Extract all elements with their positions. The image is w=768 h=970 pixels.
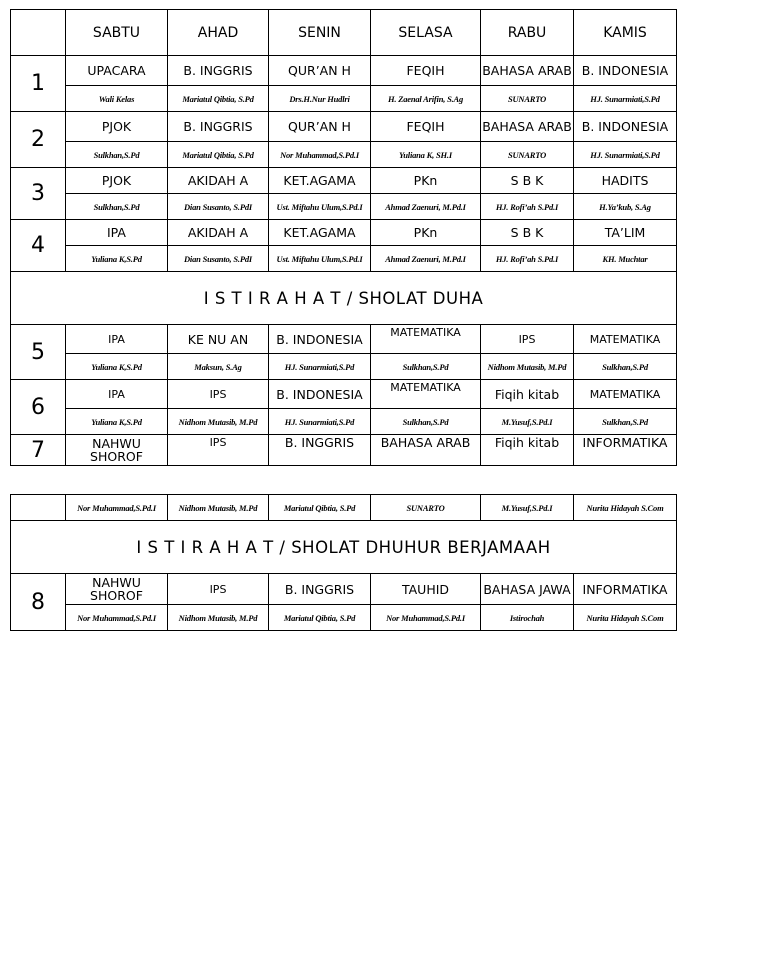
subject-cell: PKn: [371, 168, 481, 194]
break-row: [11, 521, 677, 574]
teacher-cell: Ahmad Zaenuri, M.Pd.I: [371, 194, 481, 220]
subject-cell: IPS: [481, 325, 574, 354]
period-number: 7: [11, 435, 66, 466]
subject-cell: B. INDONESIA: [269, 325, 371, 354]
teacher-cell: HJ. Sunarmiati,S.Pd: [574, 86, 677, 112]
subject-cell: B. INGGRIS: [269, 435, 371, 466]
subject-cell: S B K: [481, 168, 574, 194]
subject-cell: QUR’AN H: [269, 56, 371, 86]
teacher-cell: Yuliana K,S.Pd: [66, 354, 168, 380]
teacher-cell: Ust. Miftahu Ulum,S.Pd.I: [269, 194, 371, 220]
subject-cell: Fiqih kitab: [481, 435, 574, 466]
header-row: [11, 10, 677, 56]
period-number: 2: [11, 112, 66, 168]
teacher-cell: Yuliana K,S.Pd: [66, 409, 168, 435]
teacher-row: [11, 409, 677, 435]
period-number: 1: [11, 56, 66, 112]
teacher-cell: SUNARTO: [371, 495, 481, 521]
teacher-cell: HJ. Rofi’ah S.Pd.I: [481, 194, 574, 220]
corner-cell: [11, 10, 66, 56]
teacher-row: [11, 194, 677, 220]
teacher-cell: Sulkhan,S.Pd: [371, 354, 481, 380]
teacher-cell: Maksun, S.Ag: [168, 354, 269, 380]
period-number: 4: [11, 220, 66, 272]
subject-cell: PJOK: [66, 112, 168, 142]
teacher-cell: Dian Susanto, S.PdI: [168, 194, 269, 220]
subject-row: [11, 380, 677, 409]
empty-number-cell: [11, 495, 66, 521]
period-number: 5: [11, 325, 66, 380]
subject-cell: IPS: [168, 380, 269, 409]
teacher-cell: Nor Muhammad,S.Pd.I: [66, 605, 168, 631]
subject-cell: B. INGGRIS: [269, 574, 371, 605]
teacher-cell: M.Yusuf,S.Pd.I: [481, 409, 574, 435]
teacher-cell: Sulkhan,S.Pd: [66, 194, 168, 220]
teacher-row: [11, 495, 677, 521]
subject-cell: PJOK: [66, 168, 168, 194]
subject-cell: IPS: [168, 435, 269, 466]
subject-cell: IPA: [66, 325, 168, 354]
subject-cell: B. INDONESIA: [574, 56, 677, 86]
teacher-cell: HJ. Sunarmiati,S.Pd: [269, 409, 371, 435]
break-duha-label: I S T I R A H A T / SHOLAT DUHA: [11, 272, 677, 325]
subject-row: [11, 56, 677, 86]
teacher-cell: Sulkhan,S.Pd: [66, 142, 168, 168]
teacher-cell: Nurita Hidayah S.Com: [574, 495, 677, 521]
teacher-cell: HJ. Sunarmiati,S.Pd: [574, 142, 677, 168]
day-header: SELASA: [371, 10, 481, 56]
subject-cell: INFORMATIKA: [574, 574, 677, 605]
subject-cell: NAHWU SHOROF: [66, 435, 168, 466]
period-number: 8: [11, 574, 66, 631]
teacher-cell: Nidhom Mutasib, M.Pd: [168, 495, 269, 521]
subject-cell: MATEMATIKA: [371, 325, 481, 354]
subject-cell: TA’LIM: [574, 220, 677, 246]
day-header: AHAD: [168, 10, 269, 56]
day-header: KAMIS: [574, 10, 677, 56]
subject-cell: BAHASA ARAB: [481, 56, 574, 86]
subject-cell: PKn: [371, 220, 481, 246]
subject-cell: NAHWU SHOROF: [66, 574, 168, 605]
subject-cell: AKIDAH A: [168, 168, 269, 194]
subject-row: [11, 168, 677, 194]
teacher-cell: Mariatul Qibtia, S.Pd: [168, 142, 269, 168]
period-number: 3: [11, 168, 66, 220]
teacher-cell: M.Yusuf,S.Pd.I: [481, 495, 574, 521]
subject-cell: AKIDAH A: [168, 220, 269, 246]
schedule-table-part-2: [10, 494, 677, 631]
subject-cell: INFORMATIKA: [574, 435, 677, 466]
teacher-cell: Nurita Hidayah S.Com: [574, 605, 677, 631]
subject-cell: B. INDONESIA: [574, 112, 677, 142]
teacher-cell: SUNARTO: [481, 142, 574, 168]
subject-cell: HADITS: [574, 168, 677, 194]
subject-cell: BAHASA ARAB: [371, 435, 481, 466]
teacher-cell: Yuliana K,S.Pd: [66, 246, 168, 272]
teacher-cell: KH. Muchtar: [574, 246, 677, 272]
teacher-cell: Nidhom Mutasib, M.Pd: [168, 605, 269, 631]
teacher-row: [11, 142, 677, 168]
day-header: SABTU: [66, 10, 168, 56]
subject-cell: BAHASA JAWA: [481, 574, 574, 605]
teacher-cell: Drs.H.Nur Hudlri: [269, 86, 371, 112]
teacher-cell: Ahmad Zaenuri, M.Pd.I: [371, 246, 481, 272]
subject-cell: MATEMATIKA: [371, 380, 481, 409]
subject-cell: KET.AGAMA: [269, 220, 371, 246]
subject-row: [11, 112, 677, 142]
teacher-cell: Nidhom Mutasib, M.Pd: [168, 409, 269, 435]
teacher-cell: Sulkhan,S.Pd: [371, 409, 481, 435]
teacher-cell: HJ. Sunarmiati,S.Pd: [269, 354, 371, 380]
teacher-cell: Ust. Miftahu Ulum,S.Pd.I: [269, 246, 371, 272]
teacher-cell: Sulkhan,S.Pd: [574, 354, 677, 380]
teacher-cell: Istirochah: [481, 605, 574, 631]
subject-cell: QUR’AN H: [269, 112, 371, 142]
subject-row: [11, 220, 677, 246]
period-number: 6: [11, 380, 66, 435]
teacher-cell: Mariatul Qibtia, S.Pd: [269, 605, 371, 631]
subject-cell: IPA: [66, 380, 168, 409]
subject-cell: FEQIH: [371, 56, 481, 86]
subject-cell: BAHASA ARAB: [481, 112, 574, 142]
teacher-cell: Nor Muhammad,S.Pd.I: [66, 495, 168, 521]
subject-cell: Fiqih kitab: [481, 380, 574, 409]
teacher-cell: SUNARTO: [481, 86, 574, 112]
subject-cell: TAUHID: [371, 574, 481, 605]
subject-cell: FEQIH: [371, 112, 481, 142]
subject-cell: UPACARA: [66, 56, 168, 86]
teacher-cell: H.Ya’kub, S.Ag: [574, 194, 677, 220]
teacher-cell: Nor Muhammad,S.Pd.I: [371, 605, 481, 631]
day-header: SENIN: [269, 10, 371, 56]
subject-row: [11, 574, 677, 605]
schedule-table-part-1: [10, 9, 677, 466]
teacher-row: [11, 246, 677, 272]
subject-cell: KE NU AN: [168, 325, 269, 354]
teacher-cell: Dian Susanto, S.PdI: [168, 246, 269, 272]
day-header: RABU: [481, 10, 574, 56]
subject-cell: B. INGGRIS: [168, 56, 269, 86]
subject-cell: KET.AGAMA: [269, 168, 371, 194]
subject-cell: IPA: [66, 220, 168, 246]
break-row: [11, 272, 677, 325]
subject-cell: MATEMATIKA: [574, 325, 677, 354]
teacher-cell: Sulkhan,S.Pd: [574, 409, 677, 435]
teacher-row: [11, 605, 677, 631]
teacher-cell: Nidhom Mutasib, M.Pd: [481, 354, 574, 380]
subject-cell: B. INGGRIS: [168, 112, 269, 142]
subject-cell: S B K: [481, 220, 574, 246]
teacher-cell: Nor Muhammad,S.Pd.I: [269, 142, 371, 168]
break-dhuhur-label: I S T I R A H A T / SHOLAT DHUHUR BERJAMAAH: [11, 521, 677, 574]
subject-cell: MATEMATIKA: [574, 380, 677, 409]
teacher-row: [11, 86, 677, 112]
teacher-cell: Yuliana K, SH.I: [371, 142, 481, 168]
teacher-cell: HJ. Rofi’ah S.Pd.I: [481, 246, 574, 272]
teacher-row: [11, 354, 677, 380]
teacher-cell: H. Zaenal Arifin, S.Ag: [371, 86, 481, 112]
teacher-cell: Wali Kelas: [66, 86, 168, 112]
teacher-cell: Mariatul Qibtia, S.Pd: [168, 86, 269, 112]
subject-cell: B. INDONESIA: [269, 380, 371, 409]
subject-row: [11, 435, 677, 466]
subject-row: [11, 325, 677, 354]
teacher-cell: Mariatul Qibtia, S.Pd: [269, 495, 371, 521]
subject-cell: IPS: [168, 574, 269, 605]
